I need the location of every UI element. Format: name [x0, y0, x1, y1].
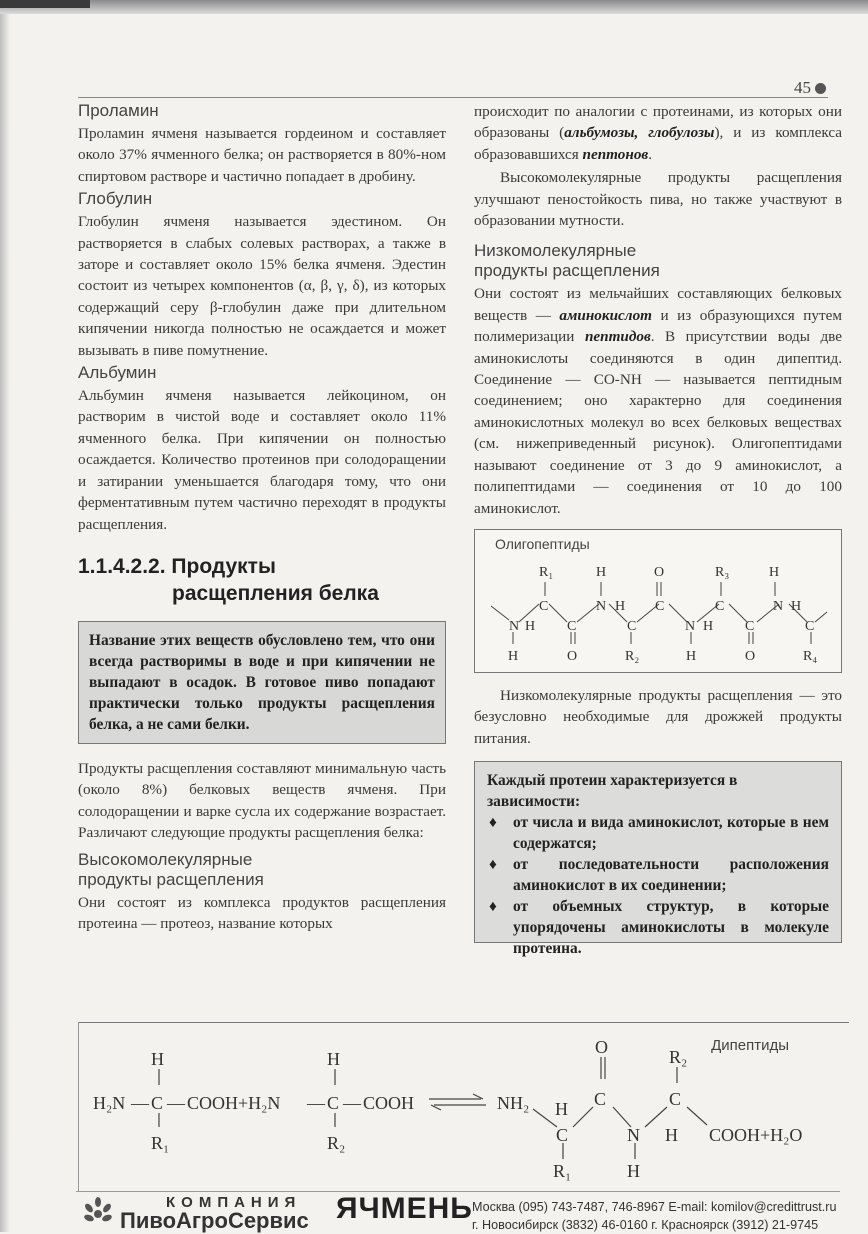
dip-cooh: COOH: [363, 1093, 415, 1113]
oligo-r3: R₃: [715, 564, 730, 580]
albumin-paragraph: Альбумин ячменя называется лейкоцином, он растворим в чистой воде и составляет около 11% ячменного белка. При кипячении он полностью осаждается. Количество протеинов при солодоращении и затирании уменьшается благодаря тому, что они ферментативным путем частично переходят в продукты расщепления.: [78, 387, 446, 533]
dip-nh2: NH₂: [497, 1093, 530, 1113]
dipeptide-figure: [78, 1022, 849, 1191]
dip-c-low: C: [556, 1125, 569, 1145]
oligo-h-mid-1: H: [615, 598, 626, 614]
oligopeptide-structure: [475, 530, 843, 672]
globulin-heading: Глобулин: [78, 189, 153, 209]
oligo-c-2: C: [655, 598, 665, 614]
oligo-h-top-2: H: [769, 564, 780, 580]
oligo-n-mid: N: [685, 618, 696, 634]
protein-box-item: ♦ от объемных структур, в которые упорядочены аминокислоты в молекуле протеина.: [487, 896, 829, 959]
oligo-h-left: H: [525, 618, 536, 634]
page-edge-shadow: [0, 0, 10, 1232]
hmw-paragraph: Они состоят из комплекса продуктов расщепления протеина — протеоз, название которых: [78, 893, 446, 932]
dip-cooh-plus: COOH+H₂N: [187, 1093, 281, 1113]
dip-h-top-1: H: [151, 1049, 164, 1069]
dip-dash-2: —: [167, 1093, 185, 1113]
dip-r2-left: R₂: [327, 1133, 346, 1153]
dip-r1-right: R₁: [553, 1161, 572, 1181]
lmw-heading-line2: продукты расщепления: [474, 261, 660, 281]
protein-box-list: [487, 812, 829, 959]
page-number: 45: [794, 78, 826, 98]
dip-product-tail: COOH+H₂O: [709, 1125, 803, 1145]
protein-box-item: ♦ от последовательности расположения аминокислот в их соединении;: [487, 854, 829, 896]
series-title: ЯЧМЕНЬ: [336, 1192, 473, 1225]
dip-c-2: C: [327, 1093, 340, 1113]
left-column: [78, 101, 446, 936]
lmw-heading: [474, 241, 842, 281]
dip-o: O: [595, 1037, 608, 1057]
lmw-paragraph: Они состоят из мельчайших составляющих белковых веществ — аминокислот и из образующихся путем полимеризации пептидов. В присутствии воды две аминокислоты соединяются в один дипептид. Соединение — CO-NH — называется пептидным соединением; оно характерно для соединения аминокислотных молекул во всех белковых веществах (см. нижеприведенный рисунок). Олигопептидами называют соединение от 3 до 9 аминокислот, а полипептидами — соединения от 10 до 100 аминокислот.: [474, 285, 843, 517]
contact-line-1: Москва (095) 743-7487, 746-8967 E-mail: komilov@credittrust.ru: [472, 1200, 837, 1214]
peptides-term: пептидов: [584, 328, 651, 346]
oligo-c-3: C: [715, 598, 725, 614]
section-title-line1: Продукты: [171, 554, 276, 578]
dip-h2n: H₂N: [93, 1093, 126, 1113]
oligo-c-mid: C: [627, 618, 637, 634]
prolamin-heading: Проламин: [78, 101, 159, 120]
dipeptide-caption: Дипептиды: [711, 1037, 789, 1054]
protein-box-intro: Каждый протеин характеризуется в зависимости:: [487, 772, 738, 811]
oligo-o-bottom-2: O: [745, 648, 756, 664]
grain-logo-icon: [80, 1196, 116, 1226]
oligo-c-end: C: [805, 618, 815, 634]
hmw-heading: [78, 850, 446, 890]
header-rule: [78, 97, 828, 98]
dip-dash-1: —: [131, 1093, 149, 1113]
oligo-n-1: N: [596, 598, 607, 614]
hmw-heading-line2: продукты расщепления: [78, 869, 264, 889]
protein-box: [474, 761, 842, 958]
oligo-h-bottom-2: H: [686, 648, 697, 664]
oligo-r4: R₄: [803, 648, 818, 664]
dip-h-mid: H: [555, 1099, 568, 1119]
albumoses-term: альбумозы, глобулозы: [564, 124, 715, 142]
oligopeptide-caption: Олигопептиды: [495, 535, 590, 552]
oligo-h-bottom-1: H: [508, 648, 519, 664]
oligo-n-2: N: [773, 598, 784, 614]
company-label: КОМПАНИЯ: [166, 1194, 302, 1211]
oligo-h-mid-3: H: [703, 618, 714, 634]
products-paragraph: Продукты расщепления составляют минимальную часть (около 8%) белковых веществ ячменя. При солодоращении и варке сусла их содержание возрастает. Различают следующие продукты расщепления белка:: [78, 759, 446, 842]
dip-h-top-2: H: [327, 1049, 340, 1069]
right-column: [474, 101, 843, 958]
dip-h-right: H: [665, 1125, 678, 1145]
note-box: Название этих веществ обусловлено тем, что они всегда растворимы в воде и при кипячении не выпадают в осадок. В готовое пиво попадают практически только продукты расщепления белка, а не сами белки.: [78, 621, 446, 744]
contact-line-2: г. Новосибирск (3832) 46-0160 г. Красноярск (3912) 21-9745: [472, 1218, 819, 1232]
oligo-c-right: C: [745, 618, 755, 634]
scan-corner: [0, 0, 90, 8]
hmw-heading-line1: Высокомолекулярные: [78, 849, 253, 869]
oligo-c-1: C: [539, 598, 549, 614]
section-title-line2: расщепления белка: [172, 581, 379, 605]
page-marker-icon: [815, 83, 826, 94]
publisher-footer: [0, 1190, 868, 1232]
oligo-n-left: N: [509, 618, 520, 634]
oligo-o-top: O: [654, 564, 665, 580]
scan-top-edge: [0, 0, 868, 14]
lmw-heading-line1: Низкомолекулярные: [474, 241, 637, 261]
oligo-o-bottom-1: O: [567, 648, 578, 664]
dip-r1-left: R₁: [151, 1133, 170, 1153]
oligo-h-mid-2: H: [791, 598, 802, 614]
dipeptide-reaction: [79, 1023, 849, 1191]
dip-c-right: C: [669, 1089, 682, 1109]
albumin-heading: Альбумин: [78, 363, 157, 383]
amino-acids-term: аминокислот: [559, 306, 652, 324]
oligopeptide-figure: [474, 529, 842, 673]
section-number: 1.1.4.2.2.: [78, 554, 166, 578]
yeast-paragraph: Низкомолекулярные продукты расщепления — это безусловно необходимые для дрожжей продукты питания.: [474, 686, 842, 747]
dip-c-mid: C: [594, 1089, 607, 1109]
continued-paragraph: происходит по аналогии с протеинами, из которых они образованы (альбумозы, глобулозы), и из комплекса образовавшихся пептонов.: [474, 103, 842, 163]
oligo-c-left: C: [567, 618, 577, 634]
globulin-paragraph: Глобулин ячменя называется эдестином. Он растворяется в слабых солевых растворах, а также в заторе и составляет около 15% белка ячменя. Эдестин состоит из четырех компонентов (α, β, γ, δ), из которых содержащий серу β-глобулин даже при длительном кипячении никогда полностью не осаждается и может вызывать в пиве помутнение.: [78, 213, 446, 359]
protein-box-item: ♦ от числа и вида аминокислот, которые в нем содержатся;: [487, 812, 829, 854]
prolamin-paragraph: Проламин ячменя называется гордеином и составляет около 37% ячменного белка; он растворяется в 80%-ном спиртовом растворе и частично попадает в дробину.: [78, 125, 446, 185]
dip-dash-3: —: [307, 1093, 325, 1113]
oligo-r2: R₂: [625, 648, 640, 664]
peptones-term: пептонов: [582, 145, 649, 163]
dip-h-bottom: H: [627, 1161, 640, 1181]
hmw-effect-paragraph: Высокомолекулярные продукты расщепления улучшают пеностойкость пива, но также участвуют в образовании мутности.: [474, 169, 842, 230]
section-heading: [78, 553, 446, 607]
dip-r2-right: R₂: [669, 1047, 688, 1067]
dip-n: N: [627, 1125, 640, 1145]
dip-c-1: C: [151, 1093, 164, 1113]
company-brand: ПивоАгроСервис: [120, 1208, 309, 1233]
oligo-r1: R₁: [539, 564, 554, 580]
oligo-h-top-1: H: [596, 564, 607, 580]
dip-dash-4: —: [343, 1093, 361, 1113]
